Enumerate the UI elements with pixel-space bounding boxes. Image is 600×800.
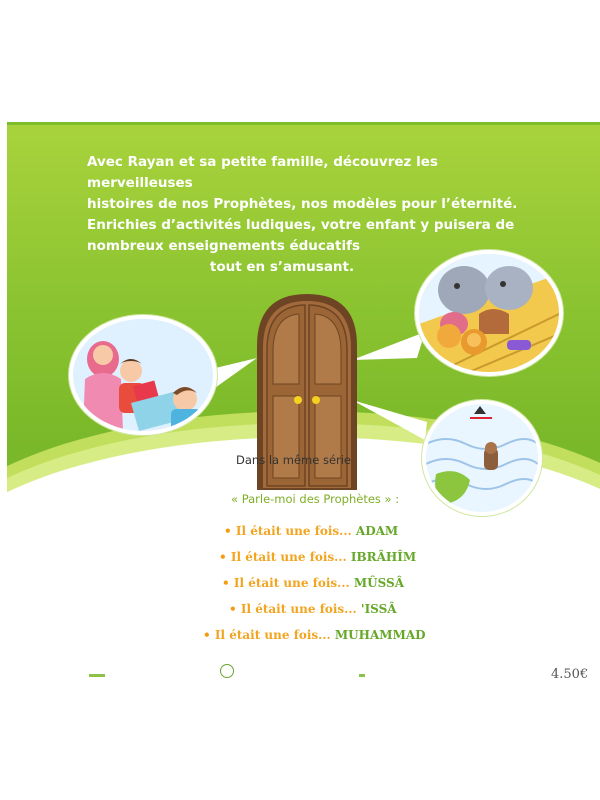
family-illustration [69, 315, 217, 435]
bullet-icon: • [229, 602, 237, 616]
series-item-lead: Il était une fois... [210, 628, 331, 642]
series-item-name: IBRÂHÎM [346, 550, 417, 564]
bullet-icon: • [219, 550, 227, 564]
footer-mark [89, 674, 105, 677]
series-item-name: MUHAMMAD [330, 628, 426, 642]
series-item [229, 602, 397, 616]
series-item-name: ADAM [351, 524, 399, 538]
blurb-line-2: histoires de nos Prophètes, nos modèles pour l’éternité. [87, 196, 518, 212]
series-item [219, 550, 416, 564]
blurb-line-1: Avec Rayan et sa petite famille, découvrez les merveilleuses [87, 154, 438, 191]
back-cover [7, 122, 600, 714]
series-item-lead: Il était une fois... [226, 550, 347, 564]
sea-illustration [422, 400, 542, 516]
bullet-icon: • [203, 628, 211, 642]
bullet-icon: • [224, 524, 232, 538]
footer-mark [359, 674, 365, 677]
blurb-line-4: nombreux enseignements éducatifs [87, 238, 361, 254]
animals-illustration [415, 250, 563, 376]
series-item-name: MÛSSÂ [349, 576, 405, 590]
price-label: 4.50€ [551, 667, 589, 682]
series-heading: Dans la même série [236, 453, 352, 467]
series-item-lead: Il était une fois... [229, 576, 350, 590]
blurb-line-3: Enrichies d’activités ludiques, votre enfant y puisera de [87, 217, 515, 233]
series-subtitle: « Parle-moi des Prophètes » : [231, 492, 400, 506]
publisher-logo-icon [220, 664, 234, 678]
series-item-lead: Il était une fois... [231, 524, 352, 538]
series-item [224, 524, 398, 538]
series-item-lead: Il était une fois... [236, 602, 357, 616]
blurb-line-5: tout en s’amusant. [209, 259, 355, 275]
series-item [222, 576, 404, 590]
series-item [203, 628, 426, 642]
bullet-icon: • [222, 576, 230, 590]
series-item-name: 'ISSÂ [356, 602, 397, 616]
